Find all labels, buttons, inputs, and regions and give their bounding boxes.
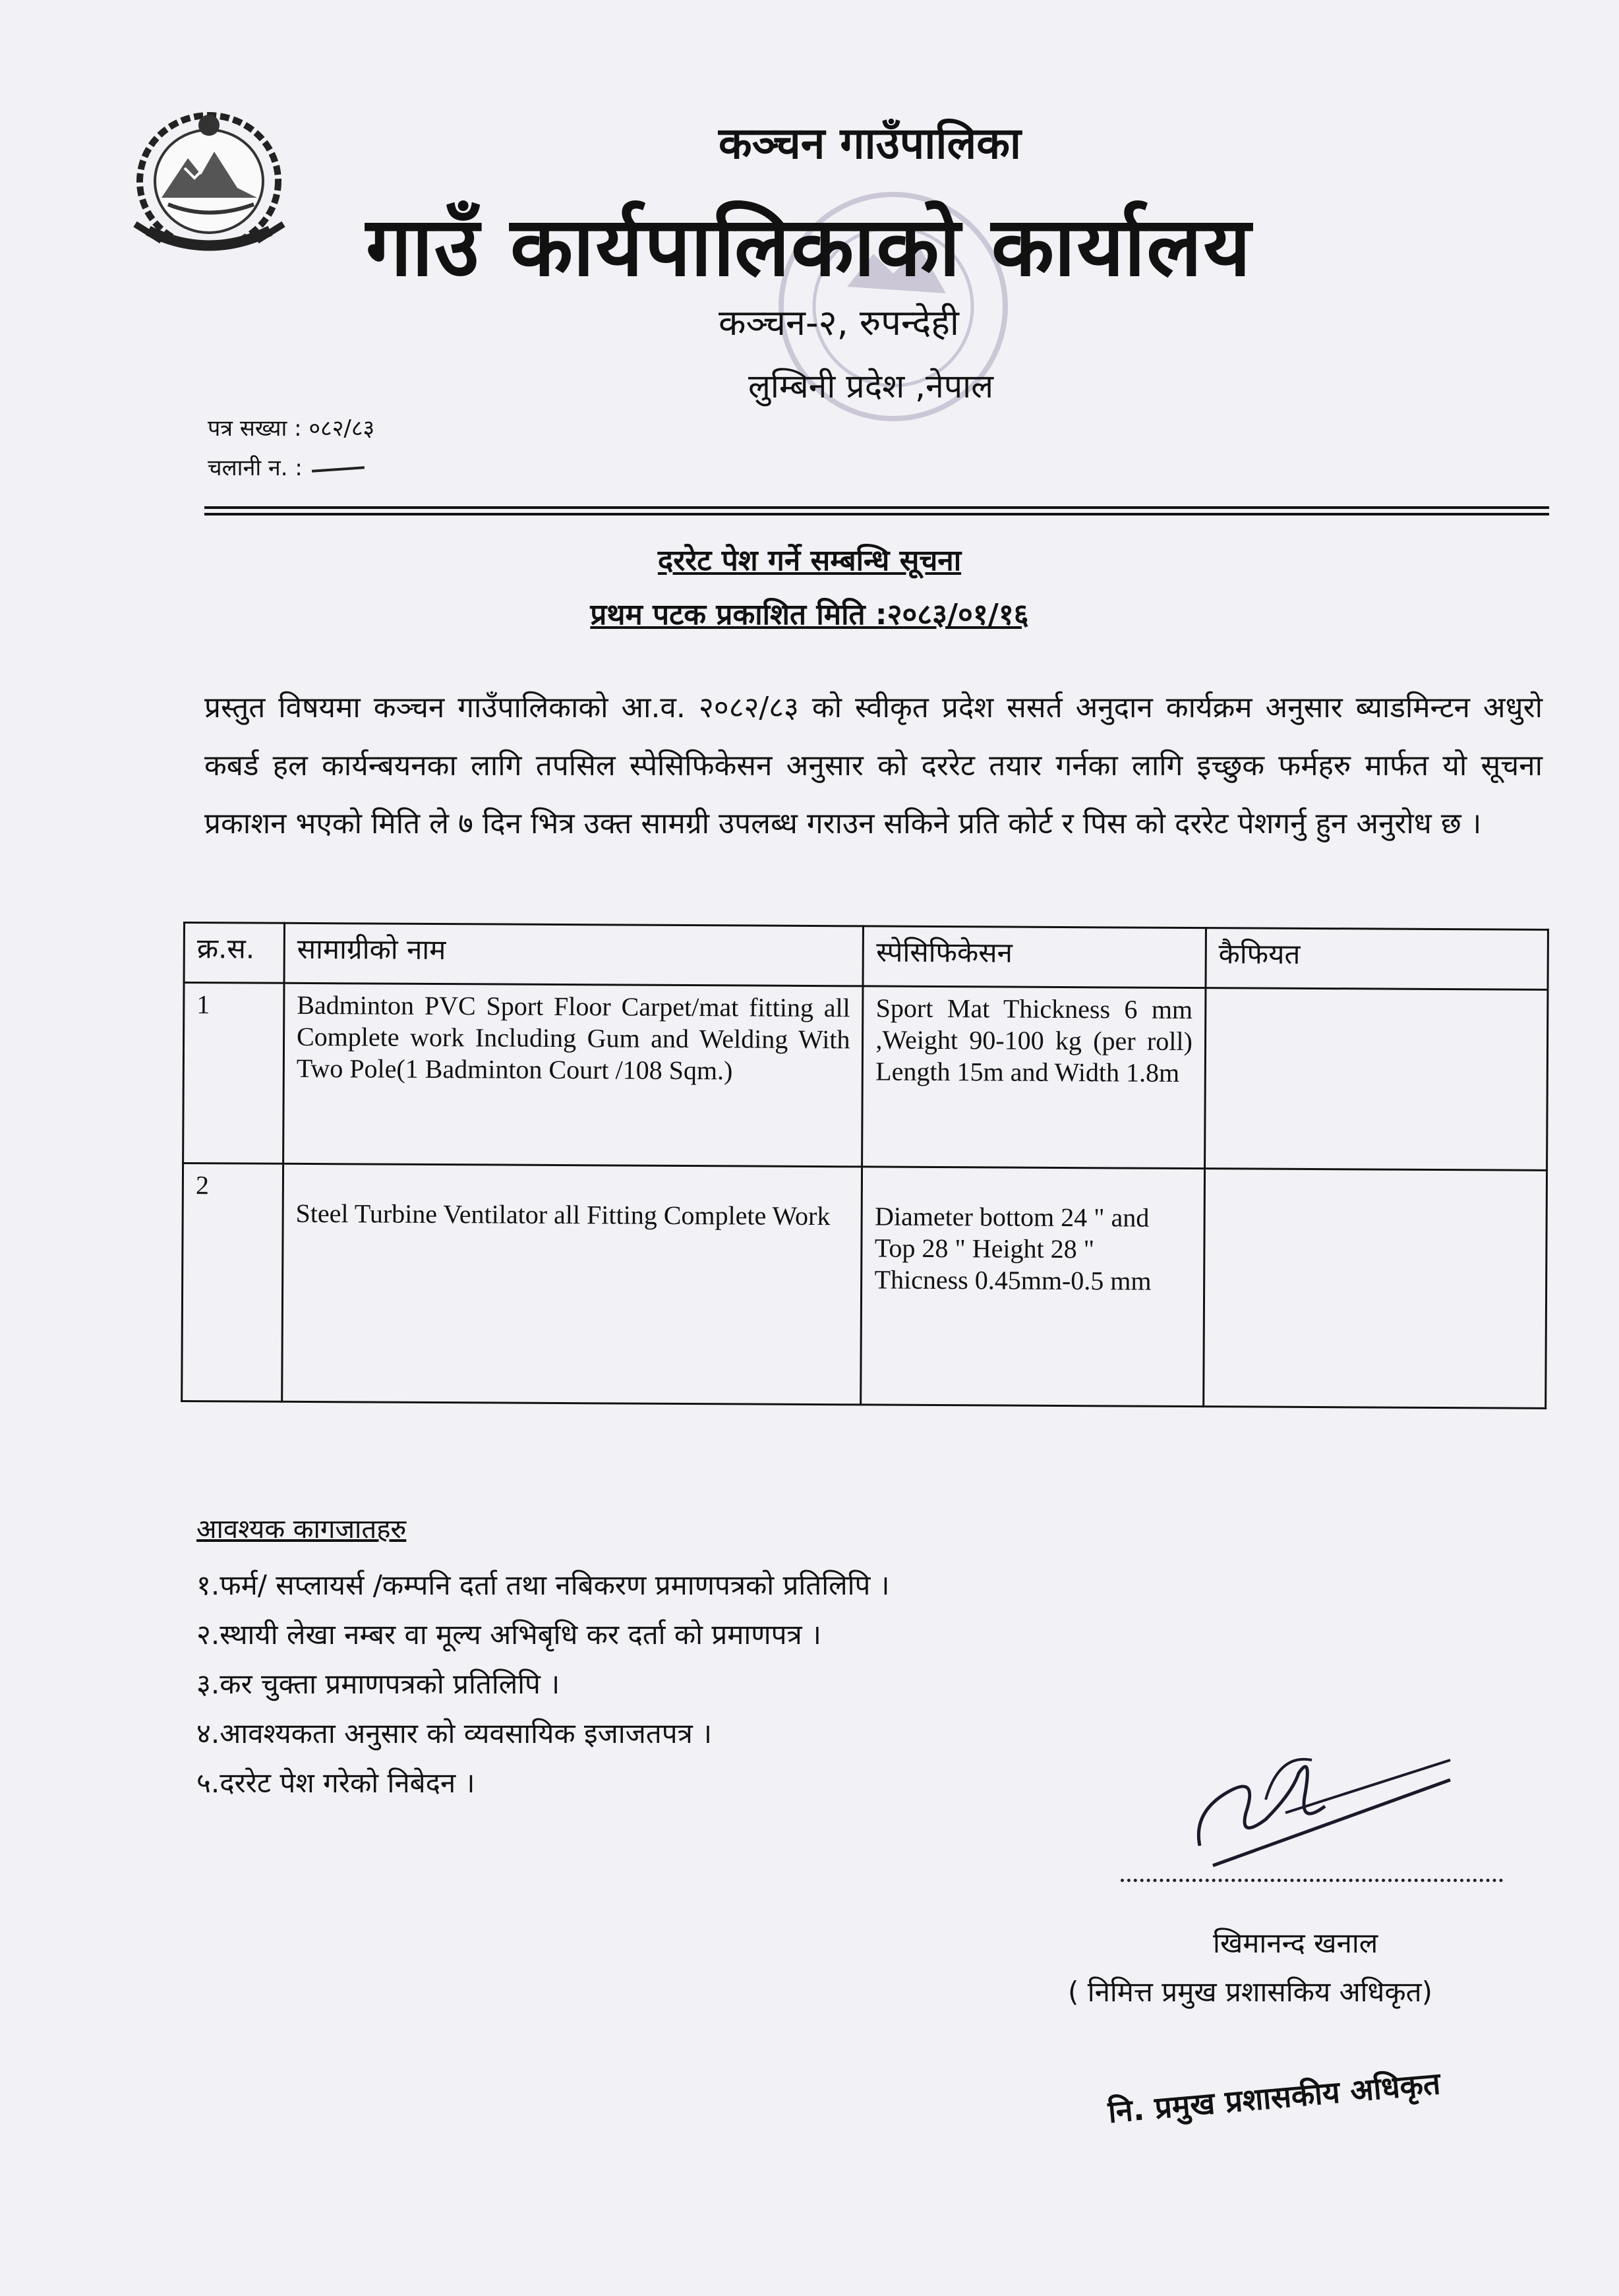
document-item: ४.आवश्यकता अनुसार को व्यवसायिक इजाजतपत्र । bbox=[196, 1717, 713, 1750]
header-sn: क्र.स. bbox=[184, 923, 284, 984]
header-remarks: कैफियत bbox=[1206, 928, 1548, 990]
header-divider-second bbox=[204, 513, 1549, 515]
row-sn: 1 bbox=[183, 983, 284, 1164]
office-title: गाउँ कार्यपालिकाको कार्यालय bbox=[366, 200, 1252, 295]
document-item: १.फर्म/ सप्लायर्स /कम्पनि दर्ता तथा नबिकरण प्रमाणपत्रको प्रतिलिपि । bbox=[196, 1569, 890, 1601]
published-date: प्रथम पटक प्रकाशित मिति :२०८३/०१/१६ bbox=[590, 598, 1029, 632]
table-row bbox=[183, 983, 1548, 1171]
row-sn: 2 bbox=[182, 1163, 283, 1402]
document-item: २.स्थायी लेखा नम्बर वा मूल्य अभिबृधि कर दर्ता को प्रमाणपत्र । bbox=[196, 1618, 821, 1651]
row-item-name: Badminton PVC Sport Floor Carpet/mat fitting all Complete work Including Gum and Welding With Two Pole(1 Badminton Court /108 Sqm.) bbox=[283, 983, 864, 1167]
signature-scribble bbox=[1187, 1714, 1463, 1872]
document-item: ३.कर चुक्ता प्रमाणपत्रको प्रतिलिपि । bbox=[196, 1668, 560, 1700]
signature-line bbox=[1121, 1879, 1503, 1882]
municipality-name: कञ्चन गाउँपालिका bbox=[719, 118, 1021, 169]
nepal-emblem-icon bbox=[122, 105, 297, 264]
dispatch-number bbox=[208, 452, 365, 482]
designation-stamp: नि. प्रमुख प्रशासकीय अधिकृत bbox=[1106, 2065, 1442, 2130]
table-header-row bbox=[184, 923, 1548, 990]
table-row bbox=[182, 1163, 1547, 1409]
documents-title: आवश्यक कागजातहरु bbox=[196, 1514, 407, 1545]
address-line-1: कञ्चन-२, रुपन्देही bbox=[719, 302, 959, 343]
row-remarks bbox=[1203, 1169, 1546, 1409]
header-specification: स्पेसिफिकेसन bbox=[863, 926, 1206, 988]
letter-number: पत्र सख्या : ०८२/८३ bbox=[208, 415, 375, 442]
dispatch-number-dash bbox=[312, 466, 365, 473]
row-remarks bbox=[1204, 988, 1548, 1171]
header-item-name: सामाग्रीको नाम bbox=[284, 923, 864, 986]
signatory-name: खिमानन्द खनाल bbox=[1213, 1927, 1378, 1959]
row-specification: Diameter bottom 24 " and Top 28 " Height 28 " Thicness 0.45mm-0.5 mm bbox=[861, 1167, 1204, 1407]
address-line-2: लुम्बिनी प्रदेश ,नेपाल bbox=[748, 367, 994, 405]
notice-body: प्रस्तुत विषयमा कञ्चन गाउँपालिकाको आ.व. २०८२/८३ को स्वीकृत प्रदेश ससर्त अनुदान कार्यक्रम अनुसार ब्याडमिन्टन अधुरो कबर्ड हल कार्यन्बयनका लागि तपसिल स्पेसिफिकेसन अनुसार को दररेट तयार गर्नका लागि इच्छुक फर्महरु मार्फत यो सूचना प्रकाशन भएको मिति ले ७ दिन भित्र उक्त सामग्री उपलब्ध गराउन सकिने प्रति कोर्ट र पिस को दररेट पेशगर्नु हुन अनुरोध छ । bbox=[204, 691, 1543, 840]
row-item-name: Steel Turbine Ventilator all Fitting Complete Work bbox=[282, 1163, 862, 1405]
specification-table bbox=[181, 922, 1549, 1409]
row-specification: Sport Mat Thickness 6 mm ,Weight 90-100 kg (per roll) Length 15m and Width 1.8m bbox=[862, 986, 1206, 1169]
dispatch-number-label: चलानी न. : bbox=[208, 455, 303, 481]
signatory-role: ( निमित्त प्रमुख प्रशासकिय अधिकृत) bbox=[1068, 1976, 1432, 2008]
notice-title: दररेट पेश गर्ने सम्बन्धि सूचना bbox=[657, 544, 962, 577]
header-divider bbox=[204, 506, 1549, 509]
document-item: ५.दररेट पेश गरेको निबेदन । bbox=[196, 1767, 475, 1799]
